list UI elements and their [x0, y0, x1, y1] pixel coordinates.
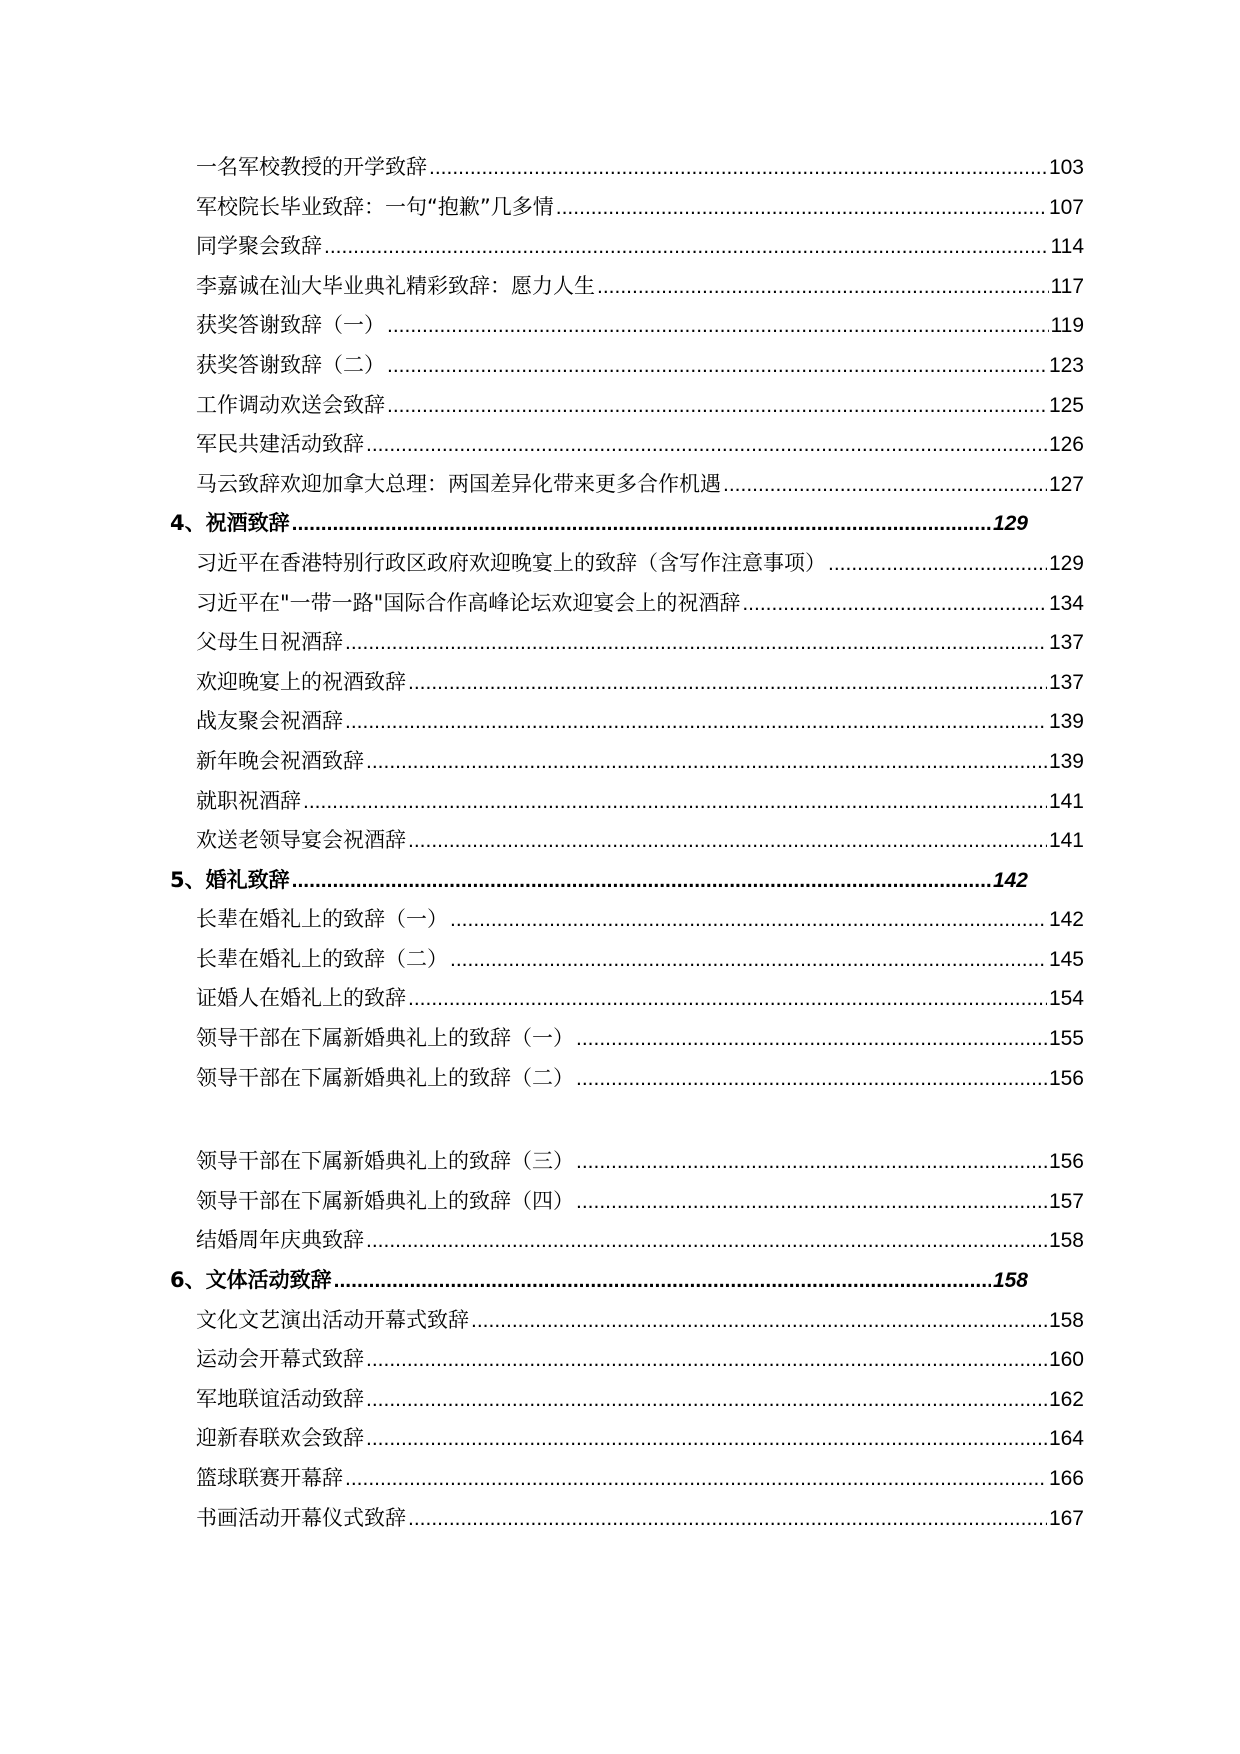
toc-page-number: 119 — [1050, 314, 1084, 338]
dot-leader — [345, 710, 1047, 734]
toc-title: 结婚周年庆典致辞 — [196, 1228, 364, 1253]
toc-title: 获奖答谢致辞（一） — [196, 313, 385, 338]
toc-section-heading[interactable] — [0, 501, 1240, 541]
toc-title: 4、祝酒致辞 — [170, 511, 290, 536]
toc-entry[interactable] — [0, 383, 1240, 423]
toc-title: 工作调动欢送会致辞 — [196, 392, 385, 417]
toc-page-number: 162 — [1048, 1387, 1084, 1411]
toc-title: 李嘉诚在汕大毕业典礼精彩致辞：愿力人生 — [196, 273, 595, 298]
toc-title: 一名军校教授的开学致辞 — [196, 155, 427, 179]
toc-entry[interactable] — [0, 699, 1240, 739]
toc-entry[interactable] — [0, 937, 1240, 977]
toc-title: 迎新春联欢会致辞 — [196, 1426, 364, 1451]
toc-title: 欢迎晚宴上的祝酒致辞 — [196, 669, 406, 694]
dot-leader — [723, 473, 1047, 497]
toc-entry[interactable] — [0, 1416, 1240, 1456]
toc-page-number: 145 — [1048, 947, 1084, 971]
toc-title: 长辈在婚礼上的致辞（二） — [196, 946, 448, 971]
dot-leader — [366, 750, 1047, 774]
toc-entry[interactable] — [0, 1377, 1240, 1417]
toc-title: 书画活动开幕仪式致辞 — [196, 1505, 406, 1530]
toc-entry[interactable] — [0, 264, 1240, 304]
toc-entry[interactable] — [0, 1016, 1240, 1056]
toc-title: 运动会开幕式致辞 — [196, 1347, 364, 1372]
dot-leader — [387, 394, 1047, 418]
dot-leader — [366, 1229, 1047, 1253]
toc-title: 文化文艺演出活动开幕式致辞 — [196, 1307, 469, 1332]
toc-section-heading[interactable] — [0, 1258, 1240, 1298]
toc-entry[interactable] — [0, 541, 1240, 581]
toc-entry[interactable] — [0, 1056, 1240, 1096]
toc-title: 领导干部在下属新婚典礼上的致辞（四） — [196, 1188, 574, 1213]
toc-page-number: 123 — [1048, 353, 1084, 377]
toc-entry[interactable] — [0, 1496, 1240, 1536]
toc-page-number: 117 — [1050, 274, 1084, 298]
dot-leader — [345, 1467, 1047, 1491]
toc-title: 6、文体活动致辞 — [170, 1268, 332, 1293]
toc-page-number: 158 — [1048, 1308, 1084, 1332]
toc-entry[interactable] — [0, 620, 1240, 660]
dot-leader — [828, 552, 1047, 576]
toc-title: 军校院长毕业致辞：一句“抱歉”几多情 — [196, 194, 554, 219]
toc-title: 军地联谊活动致辞 — [196, 1386, 364, 1411]
toc-entry[interactable] — [0, 422, 1240, 462]
toc-title: 习近平在香港特别行政区政府欢迎晚宴上的致辞（含写作注意事项） — [196, 550, 826, 575]
dot-leader — [334, 1269, 991, 1293]
toc-page-number: 139 — [1048, 749, 1084, 773]
dot-leader — [292, 512, 991, 536]
toc-title: 证婚人在婚礼上的致辞 — [196, 986, 406, 1011]
toc-page-number: 129 — [1048, 551, 1084, 575]
toc-page-number: 142 — [992, 868, 1028, 892]
dot-leader — [324, 235, 1049, 259]
toc-page-number: 137 — [1048, 631, 1084, 655]
toc-entry[interactable] — [0, 1337, 1240, 1377]
toc-page-number: 127 — [1048, 472, 1084, 496]
toc-page-number: 134 — [1048, 591, 1084, 615]
toc-page-number: 139 — [1048, 710, 1084, 734]
toc-entry[interactable] — [0, 660, 1240, 700]
toc-page-number: 156 — [1048, 1066, 1084, 1090]
table-of-contents — [0, 145, 1240, 1535]
toc-page-number: 129 — [992, 512, 1028, 536]
toc-page-number: 154 — [1048, 987, 1084, 1011]
dot-leader — [387, 314, 1049, 338]
toc-entry[interactable] — [0, 1179, 1240, 1219]
toc-page-number: 141 — [1048, 789, 1084, 813]
toc-entry[interactable] — [0, 818, 1240, 858]
dot-leader — [576, 1190, 1047, 1214]
toc-title: 领导干部在下属新婚典礼上的致辞（二） — [196, 1065, 574, 1090]
toc-entry[interactable] — [0, 462, 1240, 502]
dot-leader — [556, 196, 1047, 220]
toc-entry[interactable] — [0, 1456, 1240, 1496]
dot-leader — [366, 1348, 1047, 1372]
toc-title: 领导干部在下属新婚典礼上的致辞（一） — [196, 1026, 574, 1051]
dot-leader — [303, 790, 1047, 814]
toc-title: 就职祝酒辞 — [196, 788, 301, 813]
toc-entry[interactable] — [0, 897, 1240, 937]
dot-leader — [292, 869, 991, 893]
toc-title: 长辈在婚礼上的致辞（一） — [196, 907, 448, 932]
dot-leader — [387, 354, 1047, 378]
toc-page-number: 157 — [1048, 1189, 1084, 1213]
toc-page-number: 141 — [1048, 829, 1084, 853]
toc-title: 习近平在"一带一路"国际合作高峰论坛欢迎宴会上的祝酒辞 — [196, 590, 741, 615]
toc-title: 马云致辞欢迎加拿大总理：两国差异化带来更多合作机遇 — [196, 471, 721, 496]
toc-page-number: 166 — [1048, 1467, 1084, 1490]
toc-page-number: 158 — [1048, 1229, 1084, 1253]
toc-entry[interactable] — [0, 739, 1240, 779]
dot-leader — [366, 1427, 1047, 1451]
toc-section-heading[interactable] — [0, 858, 1240, 898]
toc-title: 新年晚会祝酒致辞 — [196, 748, 364, 773]
toc-entry[interactable] — [0, 976, 1240, 1016]
page-gap — [0, 1095, 1240, 1139]
toc-page-number: 158 — [992, 1269, 1028, 1293]
toc-entry[interactable] — [0, 779, 1240, 819]
dot-leader — [408, 987, 1047, 1011]
toc-page-number: 164 — [1048, 1427, 1084, 1451]
toc-page-number: 155 — [1048, 1027, 1084, 1051]
dot-leader — [471, 1309, 1047, 1333]
toc-title: 欢送老领导宴会祝酒辞 — [196, 828, 406, 853]
dot-leader — [408, 1507, 1047, 1531]
dot-leader — [450, 948, 1047, 972]
toc-entry[interactable] — [0, 1218, 1240, 1258]
dot-leader — [366, 433, 1047, 457]
dot-leader — [408, 671, 1047, 695]
toc-page-number: 137 — [1048, 670, 1084, 694]
toc-title: 军民共建活动致辞 — [196, 432, 364, 457]
toc-entry[interactable] — [0, 1298, 1240, 1338]
dot-leader — [408, 829, 1047, 853]
dot-leader — [576, 1027, 1047, 1051]
dot-leader — [742, 592, 1047, 616]
toc-page-number: 125 — [1048, 393, 1084, 417]
toc-entry[interactable] — [0, 303, 1240, 343]
toc-page-number: 167 — [1048, 1506, 1084, 1530]
toc-page-number: 114 — [1050, 235, 1084, 259]
dot-leader — [345, 631, 1047, 655]
toc-entry[interactable] — [0, 145, 1240, 185]
toc-title: 同学聚会致辞 — [196, 234, 322, 259]
toc-title: 获奖答谢致辞（二） — [196, 352, 385, 377]
toc-page-number: 160 — [1048, 1348, 1084, 1372]
toc-title: 战友聚会祝酒辞 — [196, 709, 343, 734]
toc-title: 父母生日祝酒辞 — [196, 630, 343, 655]
toc-entry[interactable] — [0, 343, 1240, 383]
dot-leader — [576, 1067, 1047, 1091]
toc-entry[interactable] — [0, 185, 1240, 225]
dot-leader — [576, 1150, 1047, 1174]
toc-page-number: 126 — [1048, 433, 1084, 457]
toc-page-number: 107 — [1048, 195, 1084, 219]
toc-title: 领导干部在下属新婚典礼上的致辞（三） — [196, 1149, 574, 1174]
toc-page-number: 142 — [1048, 908, 1084, 932]
toc-entry[interactable] — [0, 224, 1240, 264]
toc-title: 篮球联赛开幕辞 — [196, 1466, 343, 1490]
dot-leader — [429, 156, 1047, 180]
toc-title: 5、婚礼致辞 — [170, 867, 290, 892]
dot-leader — [597, 275, 1049, 299]
toc-entry[interactable] — [0, 1139, 1240, 1179]
dot-leader — [366, 1388, 1047, 1412]
toc-page-number: 156 — [1048, 1150, 1084, 1174]
toc-entry[interactable] — [0, 581, 1240, 621]
dot-leader — [450, 908, 1047, 932]
toc-page-number: 103 — [1048, 156, 1084, 179]
